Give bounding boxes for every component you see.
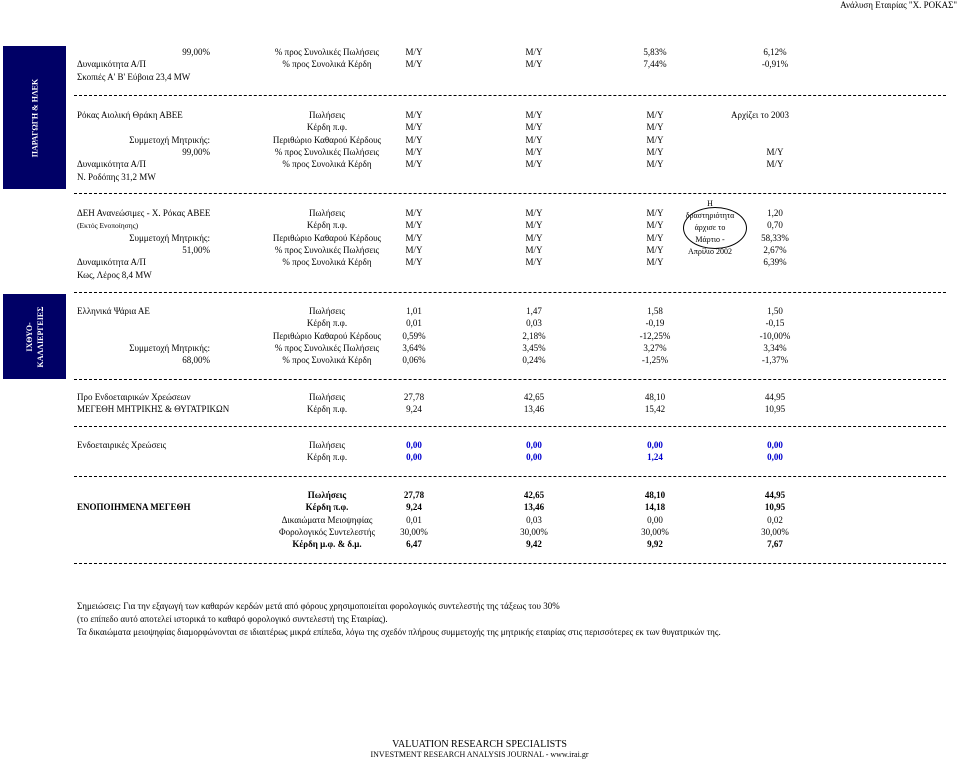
s3-r3-c1: Συμμετοχή Μητρικής: xyxy=(129,342,210,353)
s5-r1-c4: 0,00 xyxy=(526,452,542,463)
activity-note-line: Απρίλιο 2002 xyxy=(688,247,732,256)
s3-r3-c5: 3,27% xyxy=(643,342,667,353)
s2-r2-c6: 58,33% xyxy=(761,232,789,243)
s2-r0-c4: Μ/Υ xyxy=(525,208,543,218)
s0-r2-c0: Σκοπιές Α' Β' Εύβοια 23,4 MW xyxy=(77,71,191,82)
s4-r0-c2: Πωλήσεις xyxy=(308,392,346,402)
s4-r0-c3: 27,78 xyxy=(403,392,425,402)
separator xyxy=(74,379,946,380)
s3-r0-c6: 1,50 xyxy=(767,306,783,316)
s3-r1-c5: -0,19 xyxy=(645,318,665,329)
s6-r4-c6: 7,67 xyxy=(767,539,783,550)
s2-r1-c0: (Εκτός Ενοποίησης) xyxy=(77,221,139,231)
s4-r1-c3: 9,24 xyxy=(406,404,422,415)
s1-r0-c6: Αρχίζει το 2003 xyxy=(731,110,789,120)
s6-r1-c6: 10,95 xyxy=(764,502,786,513)
s0-r0-c5: 5,83% xyxy=(643,47,667,57)
window-title: Ανάλυση Εταιρίας "Χ. ΡΟΚΑΣ" xyxy=(840,0,957,10)
s4-r1-c0: ΜΕΓΕΘΗ ΜΗΤΡΙΚΗΣ & ΘΥΓΑΤΡΙΚΩΝ xyxy=(77,404,230,415)
separator xyxy=(74,292,946,293)
s3-r3-c4: 3,45% xyxy=(522,342,546,353)
notes xyxy=(77,600,721,639)
s0-r0-c3: Μ/Υ xyxy=(405,47,423,57)
s2-r0-c2: Πωλήσεις xyxy=(308,208,346,218)
s1-r0-c3: Μ/Υ xyxy=(405,110,423,120)
s3-r3-c3: 3,64% xyxy=(402,342,426,353)
s3-r2-c2: Περιθώριο Καθαρού Κέρδους xyxy=(272,330,382,341)
s1-r2-c5: Μ/Υ xyxy=(646,134,664,145)
s2-r4-c3: Μ/Υ xyxy=(405,257,423,268)
footer-subtitle: INVESTMENT RESEARCH ANALYSIS JOURNAL - www.irai.gr xyxy=(370,750,589,759)
s2-r0-c5: Μ/Υ xyxy=(646,208,664,218)
s2-r1-c3: Μ/Υ xyxy=(405,220,423,231)
s1-r0-c4: Μ/Υ xyxy=(525,110,543,120)
separator xyxy=(74,426,946,427)
s1-r4-c2: % προς Συνολικά Κέρδη xyxy=(282,159,372,170)
s6-r3-c3: 30,00% xyxy=(400,526,428,537)
s3-r0-c2: Πωλήσεις xyxy=(308,306,346,316)
separator xyxy=(74,95,946,96)
s2-r5-c0: Κως, Λέρος 8,4 MW xyxy=(77,269,152,280)
s2-r2-c4: Μ/Υ xyxy=(525,232,543,243)
s1-r3-c1: 99,00% xyxy=(182,146,210,157)
s6-r3-c4: 30,00% xyxy=(520,526,548,537)
s2-r4-c5: Μ/Υ xyxy=(646,257,664,268)
s3-r2-c4: 2,18% xyxy=(522,330,546,341)
s6-r4-c3: 6,47 xyxy=(406,539,422,550)
s5-r0-c4: 0,00 xyxy=(526,440,542,450)
s3-r4-c3: 0,06% xyxy=(402,355,426,366)
s6-r3-c5: 30,00% xyxy=(641,526,669,537)
s5-r1-c2: Κέρδη π.φ. xyxy=(306,452,348,463)
separator xyxy=(74,476,946,477)
s6-r2-c5: 0,00 xyxy=(647,514,663,525)
s3-r0-c4: 1,47 xyxy=(526,306,542,316)
s3-r1-c3: 0,01 xyxy=(406,318,422,329)
s3-r1-c2: Κέρδη π.φ. xyxy=(306,318,348,329)
s2-r3-c2: % προς Συνολικές Πωλήσεις xyxy=(274,244,380,255)
s6-r2-c2: Δικαιώματα Μειοψηφίας xyxy=(281,514,373,525)
s4-r0-c0: Προ Ενδοεταιρικών Χρεώσεων xyxy=(77,392,191,402)
s6-r3-c2: Φορολογικός Συντελεστής xyxy=(278,526,376,537)
s2-r4-c0: Δυναμικότητα Α/Π xyxy=(77,257,147,268)
s5-r1-c3: 0,00 xyxy=(406,452,422,463)
s2-r1-c4: Μ/Υ xyxy=(525,220,543,231)
sidebar-fish-farming xyxy=(3,294,66,379)
s2-r3-c1: 51,00% xyxy=(182,244,210,255)
s4-r0-c6: 44,95 xyxy=(764,392,786,402)
s3-r4-c6: -1,37% xyxy=(761,355,789,366)
s2-r0-c6: 1,20 xyxy=(767,208,783,218)
s6-r0-c5: 48,10 xyxy=(644,490,666,500)
s1-r0-c0: Ρόκας Αιολική Θράκη ΑΒΕΕ xyxy=(77,110,183,120)
activity-note-line: Η xyxy=(707,199,713,208)
s3-r3-c6: 3,34% xyxy=(763,342,787,353)
s6-r4-c2: Κέρδη μ.φ. & δ.μ. xyxy=(292,539,362,550)
s6-r0-c4: 42,65 xyxy=(523,490,545,500)
s1-r0-c2: Πωλήσεις xyxy=(308,110,346,120)
s0-r0-c6: 6,12% xyxy=(763,47,787,57)
sidebar-fish-farming-label: ΙΧΘΥΟ- ΚΑΛΛΙΕΡΓΕΙΕΣ xyxy=(24,306,45,367)
s2-r3-c5: Μ/Υ xyxy=(646,244,664,255)
s6-r4-c5: 9,92 xyxy=(647,539,663,550)
s1-r3-c3: Μ/Υ xyxy=(405,146,423,157)
s3-r1-c6: -0,15 xyxy=(765,318,785,329)
s4-r1-c4: 13,46 xyxy=(523,404,545,415)
s6-r1-c5: 14,18 xyxy=(644,502,666,513)
s1-r2-c2: Περιθώριο Καθαρού Κέρδους xyxy=(272,134,382,145)
s6-r1-c3: 9,24 xyxy=(406,502,422,513)
s6-r2-c3: 0,01 xyxy=(406,514,422,525)
s4-r1-c2: Κέρδη π.φ. xyxy=(306,404,348,415)
s3-r2-c5: -12,25% xyxy=(639,330,671,341)
s5-r0-c5: 0,00 xyxy=(647,440,663,450)
s2-r1-c6: 0,70 xyxy=(767,220,783,231)
s0-r0-c1: 99,00% xyxy=(182,47,210,57)
s1-r1-c2: Κέρδη π.φ. xyxy=(306,122,348,133)
s6-r0-c2: Πωλήσεις xyxy=(307,490,347,500)
s4-r0-c4: 42,65 xyxy=(523,392,545,402)
note-line: Τα δικαιώματα μειοψηφίας διαμορφώνονται σε ιδιαιτέρως μικρά επίπεδα, λόγω της σχεδόν πλήρους συμμετοχής της μητρικής εταιρίας στις περισσότερες εκ των θυγατρικών της. xyxy=(77,627,721,637)
s3-r2-c3: 0,59% xyxy=(402,330,426,341)
s1-r2-c3: Μ/Υ xyxy=(405,134,423,145)
s1-r2-c4: Μ/Υ xyxy=(525,134,543,145)
s1-r4-c5: Μ/Υ xyxy=(646,159,664,170)
s5-r0-c2: Πωλήσεις xyxy=(308,440,346,450)
s6-r0-c3: 27,78 xyxy=(403,490,425,500)
s0-r1-c3: Μ/Υ xyxy=(405,59,423,70)
sidebar-production xyxy=(3,46,66,189)
s1-r4-c4: Μ/Υ xyxy=(525,159,543,170)
s0-r1-c2: % προς Συνολικά Κέρδη xyxy=(282,59,372,70)
s2-r4-c6: 6,39% xyxy=(763,257,787,268)
s2-r0-c3: Μ/Υ xyxy=(405,208,423,218)
s2-r2-c3: Μ/Υ xyxy=(405,232,423,243)
s3-r2-c6: -10,00% xyxy=(759,330,791,341)
s2-r2-c2: Περιθώριο Καθαρού Κέρδους xyxy=(272,232,382,243)
s6-r1-c0: ΕΝΟΠΟΙΗΜΕΝΑ ΜΕΓΕΘΗ xyxy=(77,502,191,513)
s2-r1-c2: Κέρδη π.φ. xyxy=(306,220,348,231)
s1-r5-c0: Ν. Ροδόπης 31,2 MW xyxy=(77,171,156,182)
activity-note-line: Μάρτιο - xyxy=(695,235,725,244)
s2-r3-c3: Μ/Υ xyxy=(405,244,423,255)
s1-r1-c5: Μ/Υ xyxy=(646,122,664,133)
s1-r2-c1: Συμμετοχή Μητρικής: xyxy=(129,134,210,145)
s1-r4-c3: Μ/Υ xyxy=(405,159,423,170)
note-line: Σημειώσεις: Για την εξαγωγή των καθαρών κερδών μετά από φόρους χρησιμοποιείται φορολογικός συντελεστής της τάξεως του 30% xyxy=(77,601,560,611)
s0-r0-c2: % προς Συνολικές Πωλήσεις xyxy=(274,47,380,57)
s1-r3-c4: Μ/Υ xyxy=(525,146,543,157)
s4-r1-c5: 15,42 xyxy=(644,404,666,415)
s1-r3-c5: Μ/Υ xyxy=(646,146,664,157)
s1-r4-c0: Δυναμικότητα Α/Π xyxy=(77,159,147,170)
s1-r0-c5: Μ/Υ xyxy=(646,110,664,120)
s2-r4-c2: % προς Συνολικά Κέρδη xyxy=(282,257,372,268)
s6-r0-c6: 44,95 xyxy=(764,490,786,500)
s5-r0-c0: Ενδοεταιρικές Χρεώσεις xyxy=(77,440,167,450)
activity-note-line: δραστηριότητα xyxy=(685,211,735,220)
s2-r3-c6: 2,67% xyxy=(763,244,787,255)
s6-r2-c6: 0,02 xyxy=(767,514,783,525)
s1-r1-c3: Μ/Υ xyxy=(405,122,423,133)
s5-r0-c6: 0,00 xyxy=(767,440,783,450)
s1-r3-c6: Μ/Υ xyxy=(766,146,784,157)
s3-r0-c0: Ελληνικά Ψάρια ΑΕ xyxy=(77,306,150,316)
s0-r0-c4: Μ/Υ xyxy=(525,47,543,57)
s0-r1-c6: -0,91% xyxy=(761,59,789,70)
s0-r1-c0: Δυναμικότητα Α/Π xyxy=(77,59,147,70)
s3-r0-c5: 1,58 xyxy=(647,306,663,316)
s2-r0-c0: ΔΕΗ Ανανεώσιμες - Χ. Ρόκας ΑΒΕΕ xyxy=(77,208,211,218)
footer-title: VALUATION RESEARCH SPECIALISTS xyxy=(392,739,567,750)
s4-r0-c5: 48,10 xyxy=(644,392,666,402)
s4-r1-c6: 10,95 xyxy=(764,404,786,415)
activity-note-line: άρχισε το xyxy=(694,223,726,232)
s6-r4-c4: 9,42 xyxy=(526,539,542,550)
s5-r1-c5: 1,24 xyxy=(647,452,663,463)
s3-r4-c1: 68,00% xyxy=(182,355,210,366)
s2-r4-c4: Μ/Υ xyxy=(525,257,543,268)
s6-r3-c6: 30,00% xyxy=(761,526,789,537)
s6-r1-c4: 13,46 xyxy=(523,502,545,513)
s2-r2-c5: Μ/Υ xyxy=(646,232,664,243)
s3-r3-c2: % προς Συνολικές Πωλήσεις xyxy=(274,342,380,353)
s6-r1-c2: Κέρδη π.φ. xyxy=(305,502,349,513)
s1-r4-c6: Μ/Υ xyxy=(766,159,784,170)
s3-r1-c4: 0,03 xyxy=(526,318,542,329)
separator xyxy=(74,563,946,564)
separator xyxy=(74,193,946,194)
note-line: (το επίπεδο αυτό αποτελεί ιστορικά το καθαρό φορολογικό συντελεστή της Εταιρίας). xyxy=(77,614,388,624)
s3-r4-c4: 0,24% xyxy=(522,355,546,366)
s2-r1-c5: Μ/Υ xyxy=(646,220,664,231)
s2-r3-c4: Μ/Υ xyxy=(525,244,543,255)
s6-r2-c4: 0,03 xyxy=(526,514,542,525)
s2-r2-c1: Συμμετοχή Μητρικής: xyxy=(129,232,210,243)
s5-r1-c6: 0,00 xyxy=(767,452,783,463)
s0-r1-c5: 7,44% xyxy=(643,59,667,70)
s3-r4-c2: % προς Συνολικά Κέρδη xyxy=(282,355,372,366)
s5-r0-c3: 0,00 xyxy=(406,440,422,450)
s1-r3-c2: % προς Συνολικές Πωλήσεις xyxy=(274,146,380,157)
sidebar-production-label: ΠΑΡΑΓΩΓΗ & ΗΛΕΚ xyxy=(30,78,39,157)
s3-r0-c3: 1,01 xyxy=(406,306,422,316)
s3-r4-c5: -1,25% xyxy=(641,355,669,366)
s1-r1-c4: Μ/Υ xyxy=(525,122,543,133)
s0-r1-c4: Μ/Υ xyxy=(525,59,543,70)
